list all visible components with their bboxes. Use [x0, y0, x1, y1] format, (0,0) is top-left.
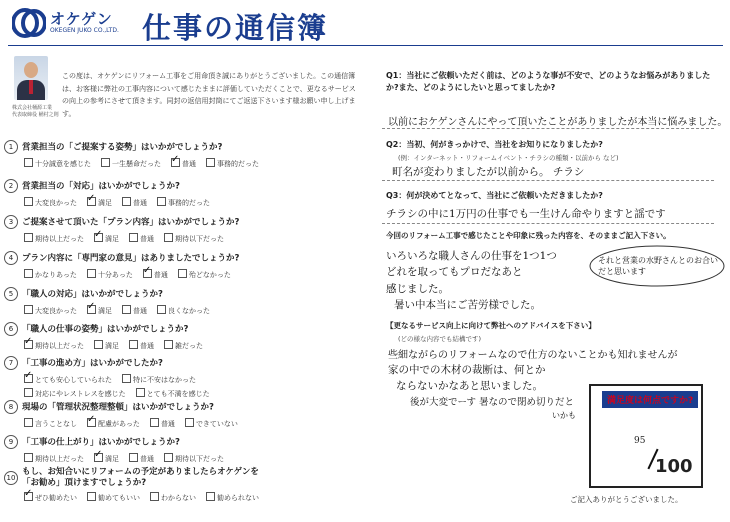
checkbox[interactable] [24, 158, 33, 167]
option[interactable] [87, 305, 112, 316]
question-number: 4 [4, 251, 18, 265]
question-number: 1 [4, 140, 18, 154]
q1-text: Q1：当社にご依頼いただく前は、どのような事が不安で、どのようなお悩みがありましたか?また、どのようにしたいと思ってましたか? [386, 71, 711, 92]
option-label: 雑だった [175, 342, 203, 350]
okegen-logo-icon [12, 8, 46, 38]
answer-q2: 町名が変わりましたが以前から。 チラシ [392, 166, 585, 178]
option[interactable] [206, 158, 259, 169]
option[interactable] [129, 453, 154, 464]
option-label: 満足 [105, 235, 119, 243]
option[interactable] [24, 305, 77, 316]
option[interactable] [87, 418, 140, 429]
option-label: ぜひ勧めたい [35, 494, 77, 502]
answer-q1: 以前におケゲンさんにやって頂いたことがありましたが本当に悩みました。 [388, 117, 728, 128]
answer-q5-line3: ならないかなあと思いました。 [396, 380, 543, 392]
option-label: 殆どなかった [188, 271, 231, 279]
note-circle [588, 244, 726, 288]
answer-q4-note: それと営業の水野さんとのお合いだと思います [598, 256, 718, 276]
option-group [24, 269, 364, 280]
president-title: 株式会社桶源工業 [12, 105, 53, 111]
option[interactable] [185, 418, 238, 429]
option[interactable] [24, 492, 77, 503]
option[interactable] [94, 340, 119, 351]
question-number: 6 [4, 322, 18, 336]
answer-q5-line5: いかも [552, 411, 576, 420]
option-label: 期待以下だった [175, 235, 224, 243]
score-value: 95 [634, 436, 646, 446]
checkbox[interactable] [87, 492, 96, 501]
q5-text: 【更なるサービス向上に向けて弊社へのアドバイスを下さい】 [386, 321, 596, 330]
checkbox[interactable] [171, 158, 180, 167]
option[interactable] [94, 233, 119, 244]
option-label: 普通 [140, 342, 154, 350]
question-4 [4, 247, 364, 280]
question-number: 7 [4, 356, 18, 370]
question-text: 現場の「管理状況整理整頓」はいかがでしょうか? [22, 402, 214, 413]
option-label: 普通 [140, 235, 154, 243]
option-label: 特に不安はなかった [133, 376, 196, 384]
checkbox[interactable] [24, 340, 33, 349]
question-7 [4, 352, 364, 399]
checkbox[interactable] [24, 197, 33, 206]
question-9 [4, 431, 364, 464]
score-max: 100 [655, 456, 693, 477]
checkbox[interactable] [87, 305, 96, 314]
option-label: 良くなかった [168, 307, 210, 315]
question-text: 「工事の仕上がり」はいかがでしょうか? [22, 437, 180, 448]
answer-q4-line4: 暑い中本当にご苦労様でした。 [394, 299, 541, 311]
checkbox[interactable] [94, 233, 103, 242]
checkbox[interactable] [164, 340, 173, 349]
option[interactable] [24, 340, 84, 351]
question-number: 8 [4, 400, 18, 414]
option[interactable] [24, 453, 84, 464]
q2-subtext: (例：インターネット・リフォームイベント・チラシの種類・以前から など) [398, 154, 619, 162]
president-name: 代表取締役 桶村之則 [12, 112, 59, 118]
option-group [24, 453, 364, 464]
brand-name: オケゲン [50, 10, 113, 28]
option[interactable] [178, 269, 231, 280]
option[interactable] [87, 197, 112, 208]
option-label: 対応にやレストレスを感じた [35, 390, 126, 398]
option-label: 普通 [140, 455, 154, 463]
option-group [24, 233, 364, 244]
checkbox[interactable] [157, 197, 166, 206]
option[interactable] [150, 492, 196, 503]
option-label: 普通 [160, 420, 175, 428]
option-label: 期待以下だった [175, 455, 224, 463]
option-label: 大変良かった [35, 199, 77, 207]
checkbox[interactable] [143, 269, 152, 278]
checkbox[interactable] [178, 269, 187, 278]
option-group [24, 340, 364, 351]
option-label: 大変良かった [35, 307, 77, 315]
question-text: 「職人の仕事の姿勢」はいかがでしょうか? [22, 324, 189, 335]
option-label: 普通 [182, 160, 196, 168]
question-text: 営業担当の「ご提案する姿勢」はいかがでしょうか? [22, 142, 223, 153]
option[interactable] [157, 305, 210, 316]
intro-text: この度は、オケゲンにリフォーム工事をご用命頂き誠にありがとうございました。この通信簿は、お客様に弊社の工事内容について感じたままに評価していただくことで、更なるサービスの向上の参考にさせて頂きます。同封の返信用封筒にてご返送下さいます様お願い申し上げます。 [62, 72, 356, 118]
checkbox[interactable] [24, 492, 33, 501]
option[interactable] [171, 158, 196, 169]
question-number: 5 [4, 287, 18, 301]
option[interactable] [164, 340, 203, 351]
checkbox[interactable] [87, 269, 96, 278]
option-label: とても安心していられた [35, 376, 112, 384]
score-title: 満足度は何点ですか? [602, 391, 698, 408]
option[interactable] [122, 305, 147, 316]
option[interactable] [129, 340, 154, 351]
option-label: 勧められない [217, 494, 259, 502]
question-number: 9 [4, 435, 18, 449]
answer-line [382, 128, 714, 129]
answer-q4-line2: どれを取ってもプロだなあと [386, 266, 523, 278]
question-text: 「職人の対応」はいかがでしょうか? [22, 289, 163, 300]
question-6 [4, 318, 364, 351]
option-group [24, 492, 364, 503]
option-label: 期待以上だった [35, 455, 84, 463]
option-label: かなりあった [35, 271, 77, 279]
checkbox[interactable] [206, 492, 215, 501]
option[interactable] [129, 233, 154, 244]
option-group [24, 158, 364, 169]
option[interactable] [87, 269, 133, 280]
checkbox[interactable] [24, 418, 33, 427]
checkbox[interactable] [122, 374, 131, 383]
question-number: 10 [4, 471, 18, 485]
option[interactable] [24, 374, 112, 385]
checkbox[interactable] [157, 305, 166, 314]
option[interactable] [206, 492, 259, 503]
answer-q5-line2: 家の中での木材の裁断は、何とか [388, 364, 546, 376]
checkbox[interactable] [150, 418, 159, 427]
option-label: 勧めてもいい [98, 494, 140, 502]
question-1 [4, 136, 364, 169]
option-label: できていない [195, 420, 238, 428]
question-5 [4, 283, 364, 316]
option-label: 満足 [98, 307, 112, 315]
question-number: 3 [4, 215, 18, 229]
option[interactable] [122, 197, 147, 208]
option[interactable] [157, 197, 210, 208]
president-photo [14, 56, 48, 100]
option-label: 普通 [153, 271, 168, 279]
option[interactable] [24, 233, 84, 244]
checkbox[interactable] [150, 492, 159, 501]
option-group [24, 197, 364, 208]
checkbox[interactable] [24, 269, 33, 278]
checkbox[interactable] [129, 453, 138, 462]
option-group [24, 305, 364, 316]
option[interactable] [101, 158, 161, 169]
checkbox[interactable] [122, 305, 131, 314]
question-10 [4, 467, 364, 503]
checkbox[interactable] [129, 340, 138, 349]
question-8 [4, 396, 364, 429]
q3-text: Q3：何が決めてとなって、当社にご依頼いただきましたか? [386, 191, 603, 200]
page-title: 仕事の通信簿 [142, 11, 329, 45]
option[interactable] [150, 418, 175, 429]
checkbox[interactable] [24, 233, 33, 242]
option-label: 満足 [105, 342, 119, 350]
q2-text: Q2：当初、何がきっかけで、当社をお知りになりましたか? [386, 140, 603, 149]
checkbox[interactable] [94, 340, 103, 349]
option[interactable] [87, 492, 140, 503]
checkbox[interactable] [164, 233, 173, 242]
option-label: 十分あった [97, 271, 133, 279]
answer-q5-line1: 些細ながらのリフォームなので仕方のないことかも知れませんが [388, 350, 678, 361]
checkbox[interactable] [87, 418, 96, 427]
option-label: 普通 [133, 199, 147, 207]
answer-line [382, 223, 714, 224]
checkbox[interactable] [24, 374, 33, 383]
option-label: 普通 [133, 307, 147, 315]
thanks-message: ご記入ありがとうございました。 [570, 495, 683, 504]
option-label: 一生懸命だった [112, 160, 161, 168]
brand-subtitle: OKEGEN JUKO CO.,LTD. [50, 27, 119, 34]
option[interactable] [24, 418, 77, 429]
option-label: 事務的だった [217, 160, 259, 168]
question-text: 「工事の進め方」はいかがでしたか? [22, 358, 163, 369]
q4-text: 今回のリフォーム工事で感じたことや印象に残った内容を、そのままご記入下さい。 [386, 231, 671, 240]
question-text: ご提案させて頂いた「プラン内容」はいかがでしょうか? [22, 217, 240, 228]
checkbox[interactable] [185, 418, 194, 427]
checkbox[interactable] [206, 158, 215, 167]
question-2 [4, 175, 364, 208]
checkbox[interactable] [94, 453, 103, 462]
answer-q4-line1: いろいろな職人さんの仕事を1つ1つ [386, 250, 557, 262]
option-label: わからない [161, 494, 196, 502]
option-label: 期待以上だった [35, 235, 84, 243]
question-text: プラン内容に「専門家の意見」はありましたでしょうか? [22, 253, 240, 264]
question-text: もし、お知合いにリフォームの予定がありましたらオケゲンを「お勧め」頂けますでしょうか? [22, 467, 259, 488]
option-label: 事務的だった [168, 199, 210, 207]
option-label: 配慮があった [98, 420, 140, 428]
option-label: 期待以上だった [35, 342, 84, 350]
checkbox[interactable] [24, 305, 33, 314]
question-number: 2 [4, 179, 18, 193]
answer-q3: チラシの中に1万円の仕事でも一生けん命やりますと謡です [386, 208, 666, 220]
option[interactable] [122, 374, 196, 385]
header-divider [8, 45, 723, 46]
answer-q4-line3: 感じました。 [386, 283, 449, 295]
q5-subtext: (どの様な内容でも結構です) [398, 335, 482, 343]
option-group [24, 418, 364, 429]
checkbox[interactable] [87, 197, 96, 206]
option[interactable] [164, 233, 224, 244]
option[interactable] [143, 269, 168, 280]
option-label: 満足 [98, 199, 112, 207]
question-3 [4, 211, 364, 244]
option[interactable] [24, 269, 77, 280]
checkbox[interactable] [129, 233, 138, 242]
option-group [24, 374, 364, 385]
option-label: 満足 [105, 455, 119, 463]
answer-line [382, 180, 714, 181]
checkbox[interactable] [164, 453, 173, 462]
checkbox[interactable] [122, 197, 131, 206]
option[interactable] [164, 453, 224, 464]
option[interactable] [94, 453, 119, 464]
checkbox[interactable] [24, 453, 33, 462]
answer-q5-line4: 後が大変でーす 暑なので閉め切りだと [410, 397, 575, 408]
option-label: 十分誠意を感じた [35, 160, 91, 168]
question-text: 営業担当の「対応」はいかがでしょうか? [22, 181, 180, 192]
option-label: 言うことなし [35, 420, 77, 428]
option-label: とても不満を感じた [146, 390, 210, 398]
option[interactable] [24, 197, 77, 208]
option[interactable] [24, 158, 91, 169]
checkbox[interactable] [101, 158, 110, 167]
